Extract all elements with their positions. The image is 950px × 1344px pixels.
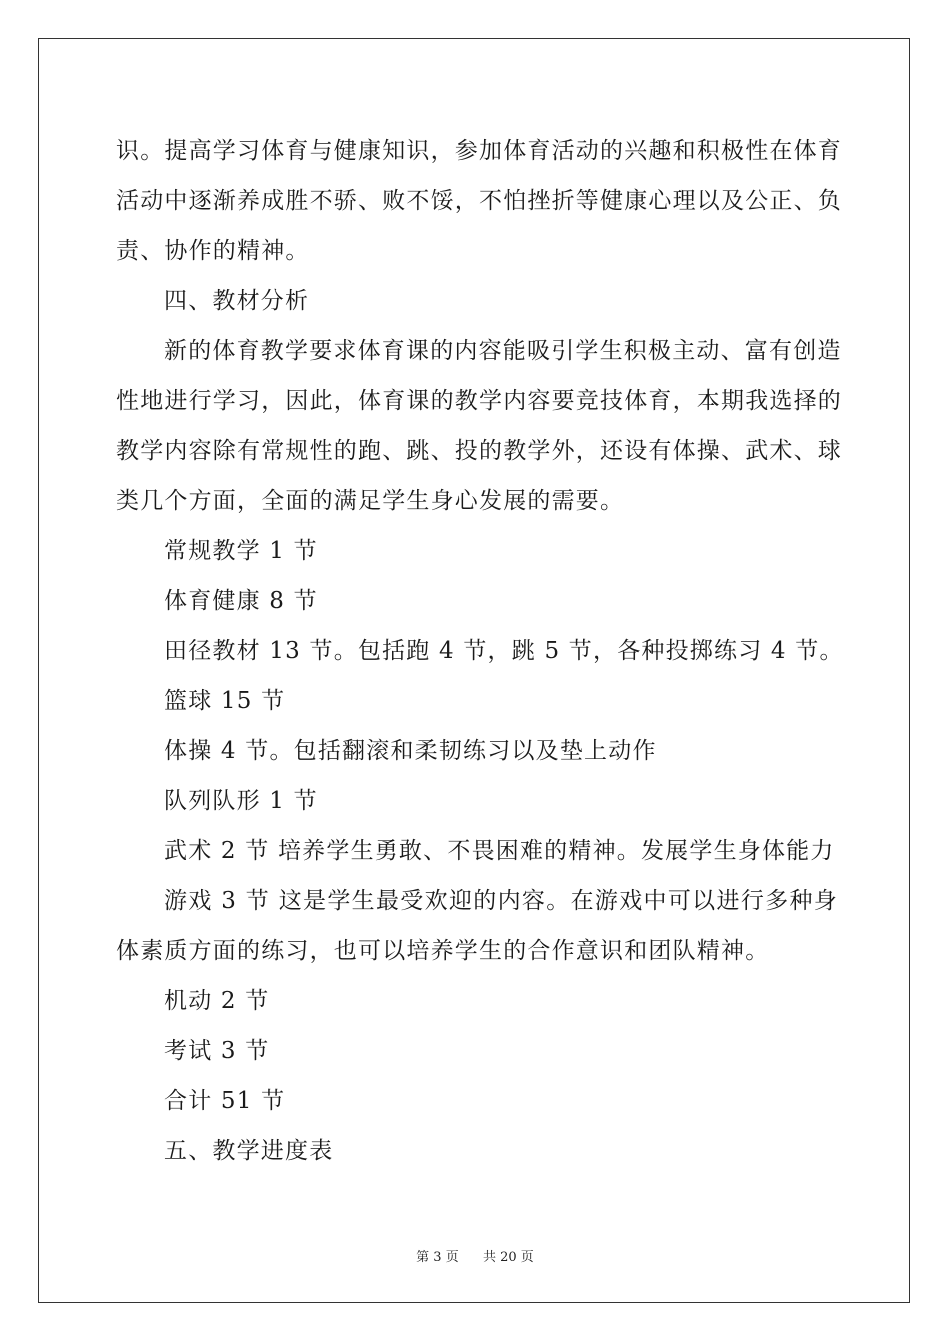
list-item: 游戏 3 节 这是学生最受欢迎的内容。在游戏中可以进行多种身 (164, 888, 838, 914)
list-item: 考试 3 节 (164, 1038, 270, 1064)
list-item: 机动 2 节 (164, 988, 270, 1014)
paragraph-line: 性地进行学习，因此，体育课的教学内容要竞技体育，本期我选择的 (116, 388, 842, 414)
page-footer (0, 1246, 950, 1265)
paragraph-line: 教学内容除有常规性的跑、跳、投的教学外，还设有体操、武术、球 (116, 438, 842, 464)
paragraph-line: 识。提高学习体育与健康知识，参加体育活动的兴趣和积极性在体育 (116, 138, 842, 164)
list-item: 常规教学 1 节 (164, 538, 318, 564)
list-item: 体操 4 节。包括翻滚和柔韧练习以及垫上动作 (164, 738, 657, 764)
list-item: 田径教材 13 节。包括跑 4 节，跳 5 节，各种投掷练习 4 节。 (164, 638, 844, 664)
document-body (116, 126, 844, 1176)
list-item: 篮球 15 节 (164, 688, 286, 714)
page-number-total: 共 20 页 (483, 1250, 534, 1265)
section-heading: 五、教学进度表 (164, 1138, 334, 1164)
paragraph-line: 活动中逐渐养成胜不骄、败不馁，不怕挫折等健康心理以及公正、负 (116, 188, 842, 214)
list-item: 队列队形 1 节 (164, 788, 318, 814)
paragraph-line: 责、协作的精神。 (116, 238, 310, 264)
paragraph-line: 体素质方面的练习，也可以培养学生的合作意识和团队精神。 (116, 938, 770, 964)
list-item: 体育健康 8 节 (164, 588, 318, 614)
page-number-current: 第 3 页 (416, 1250, 459, 1265)
section-heading: 四、教材分析 (164, 288, 310, 314)
list-item: 合计 51 节 (164, 1088, 286, 1114)
list-item: 武术 2 节 培养学生勇敢、不畏困难的精神。发展学生身体能力 (164, 838, 835, 864)
paragraph-line: 类几个方面，全面的满足学生身心发展的需要。 (116, 488, 625, 514)
paragraph-line: 新的体育教学要求体育课的内容能吸引学生积极主动、富有创造 (164, 338, 842, 364)
